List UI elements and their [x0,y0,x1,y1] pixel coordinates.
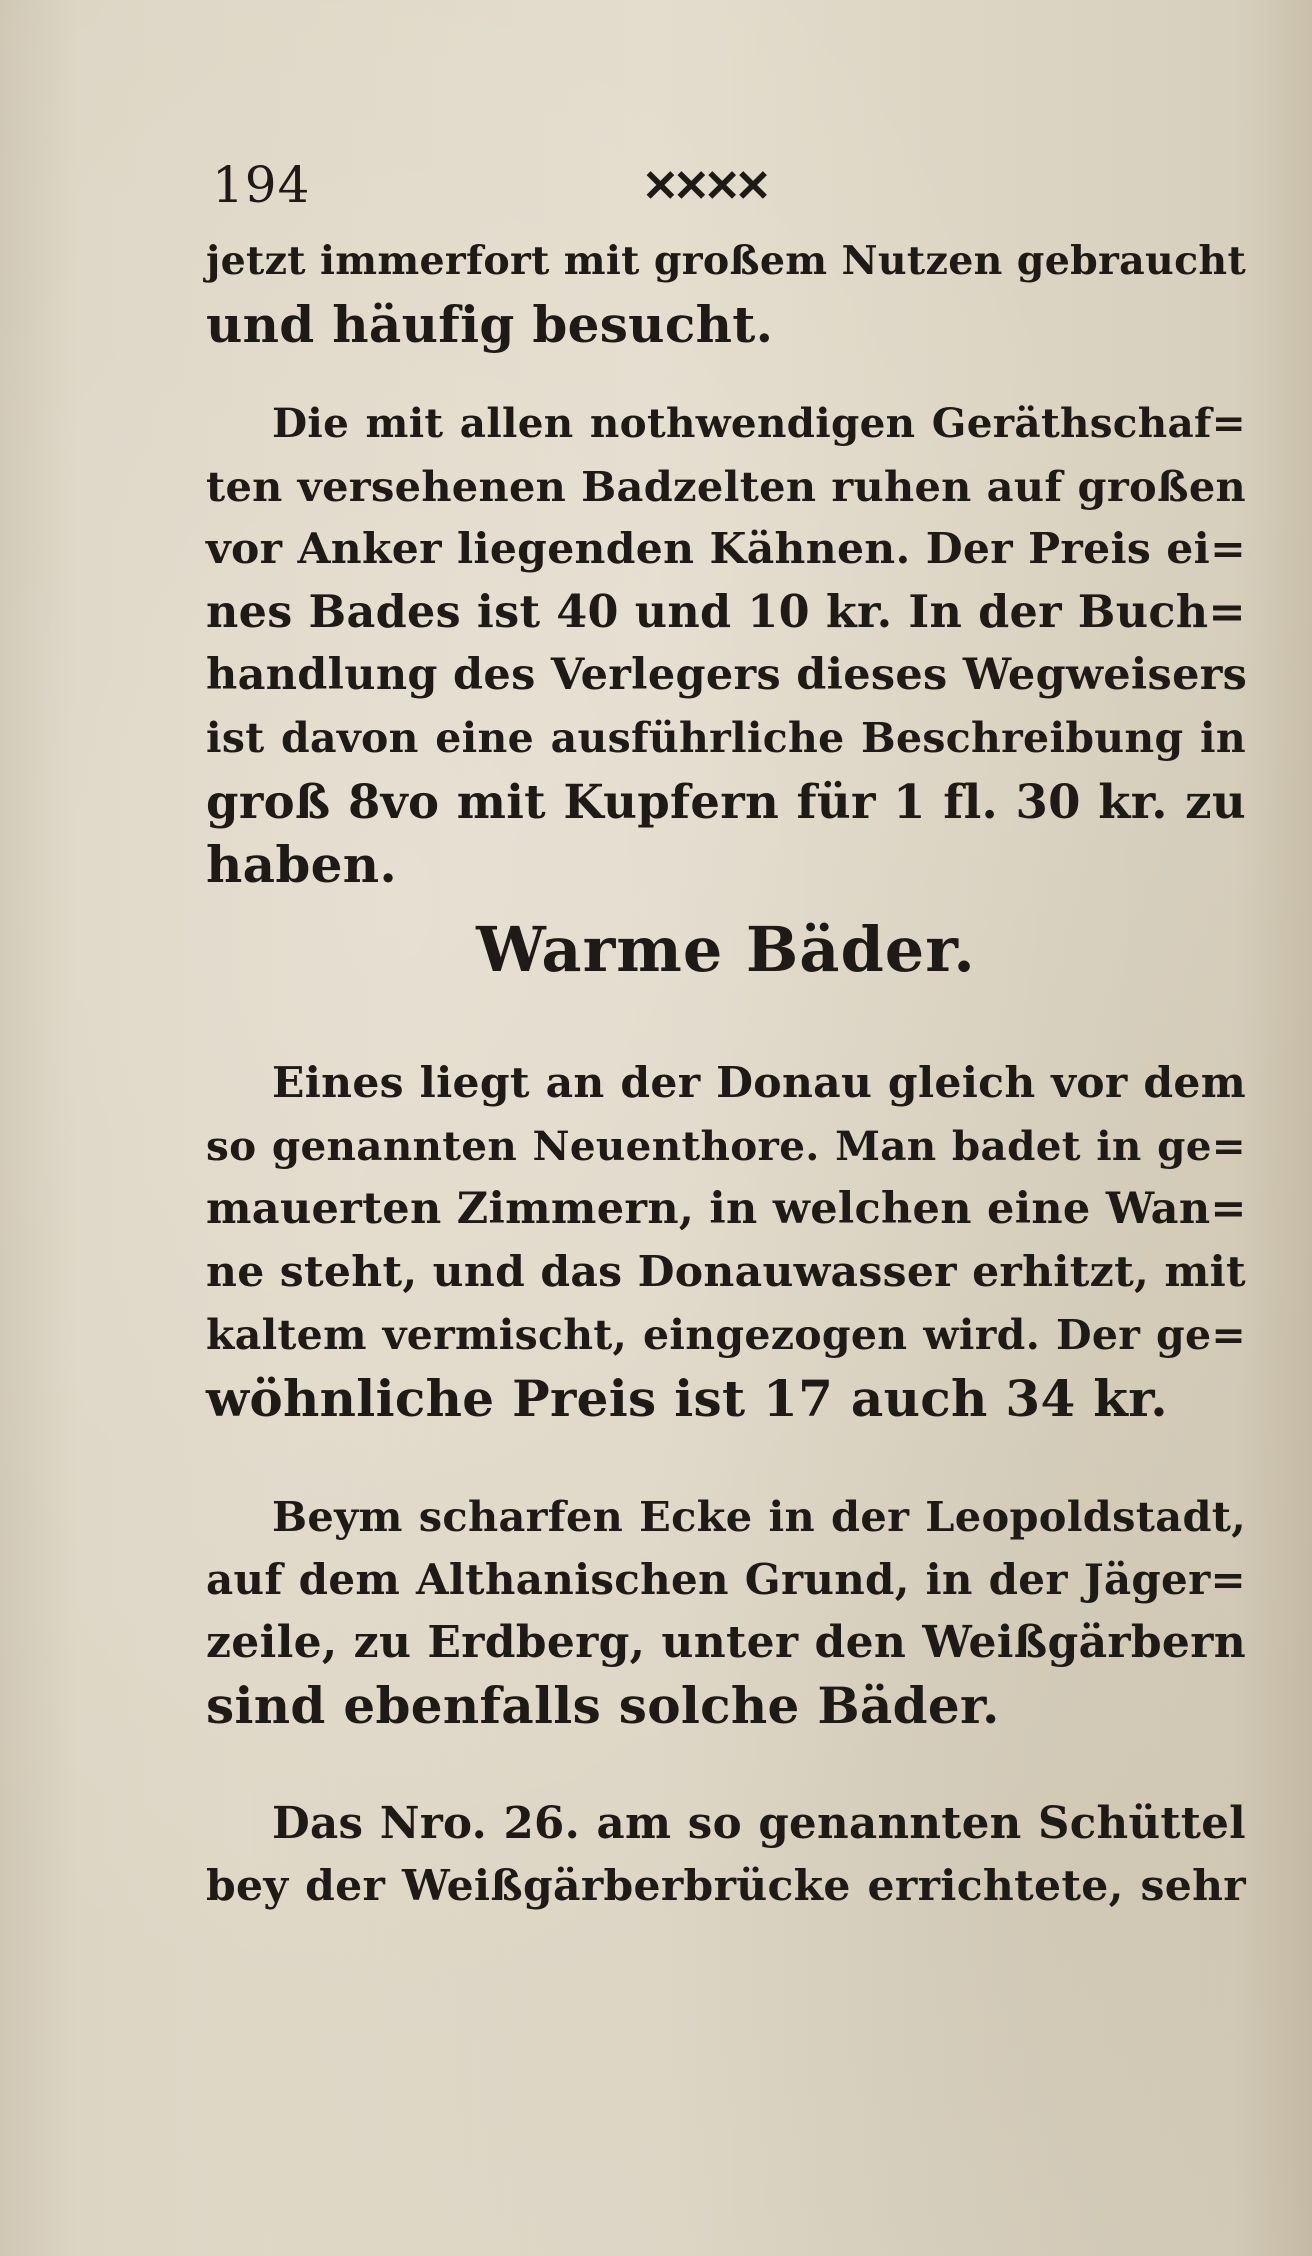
text-line: Eines liegt an der Donau gleich vor dem [272,1058,1246,1108]
section-heading: Warme Bäder. [476,913,976,986]
header-ornament: ✕✕✕✕ [642,161,766,212]
page-header [212,150,1112,220]
text-line: und häufig besucht. [206,295,774,354]
text-line: bey der Weißgärberbrücke errichtete, sehr [206,1861,1246,1911]
body-text [206,230,1246,1918]
paragraph-badzelten [206,392,1246,896]
paragraph-continuation [206,230,1246,356]
text-line: sind ebenfalls solche Bäder. [206,1676,1000,1735]
text-line: wöhnliche Preis ist 17 auch 34 kr. [206,1369,1168,1428]
text-line: jetzt immerfort mit großem Nutzen gebraucht [206,238,1246,284]
text-line: ist davon eine ausführliche Beschreibung in [206,714,1246,762]
text-line: vor Anker liegenden Kähnen. Der Preis ei= [206,524,1246,574]
text-line: zeile, zu Erdberg, unter den Weißgärbern [206,1617,1246,1668]
text-line: mauerten Zimmern, in welchen eine Wan= [206,1184,1247,1234]
text-line: ten versehenen Badzelten ruhen auf großen [206,462,1246,511]
text-line: ne steht, und das Donauwasser erhitzt, mit [206,1247,1246,1297]
text-line: handlung des Verlegers dieses Wegweisers [206,650,1248,700]
text-line: Beym scharfen Ecke in der Leopoldstadt, [272,1492,1246,1541]
page-number: 194 [212,156,311,214]
text-line: haben. [206,835,398,894]
paragraph-eines [206,1052,1246,1430]
text-line: nes Bades ist 40 und 10 kr. In der Buch= [206,586,1246,638]
paragraph-nro26 [206,1792,1246,1918]
text-line: Die mit allen nothwendigen Geräthschaf= [272,399,1246,447]
text-line: auf dem Althanischen Grund, in der Jäger= [206,1555,1246,1604]
text-line: Das Nro. 26. am so genannten Schüttel [272,1798,1246,1849]
text-line: so genannten Neuenthore. Man badet in ge= [206,1122,1246,1170]
paragraph-beym [206,1485,1246,1737]
text-line: kaltem vermischt, eingezogen wird. Der ge= [206,1311,1246,1359]
text-line: groß 8vo mit Kupfern für 1 fl. 30 kr. zu [206,774,1246,829]
